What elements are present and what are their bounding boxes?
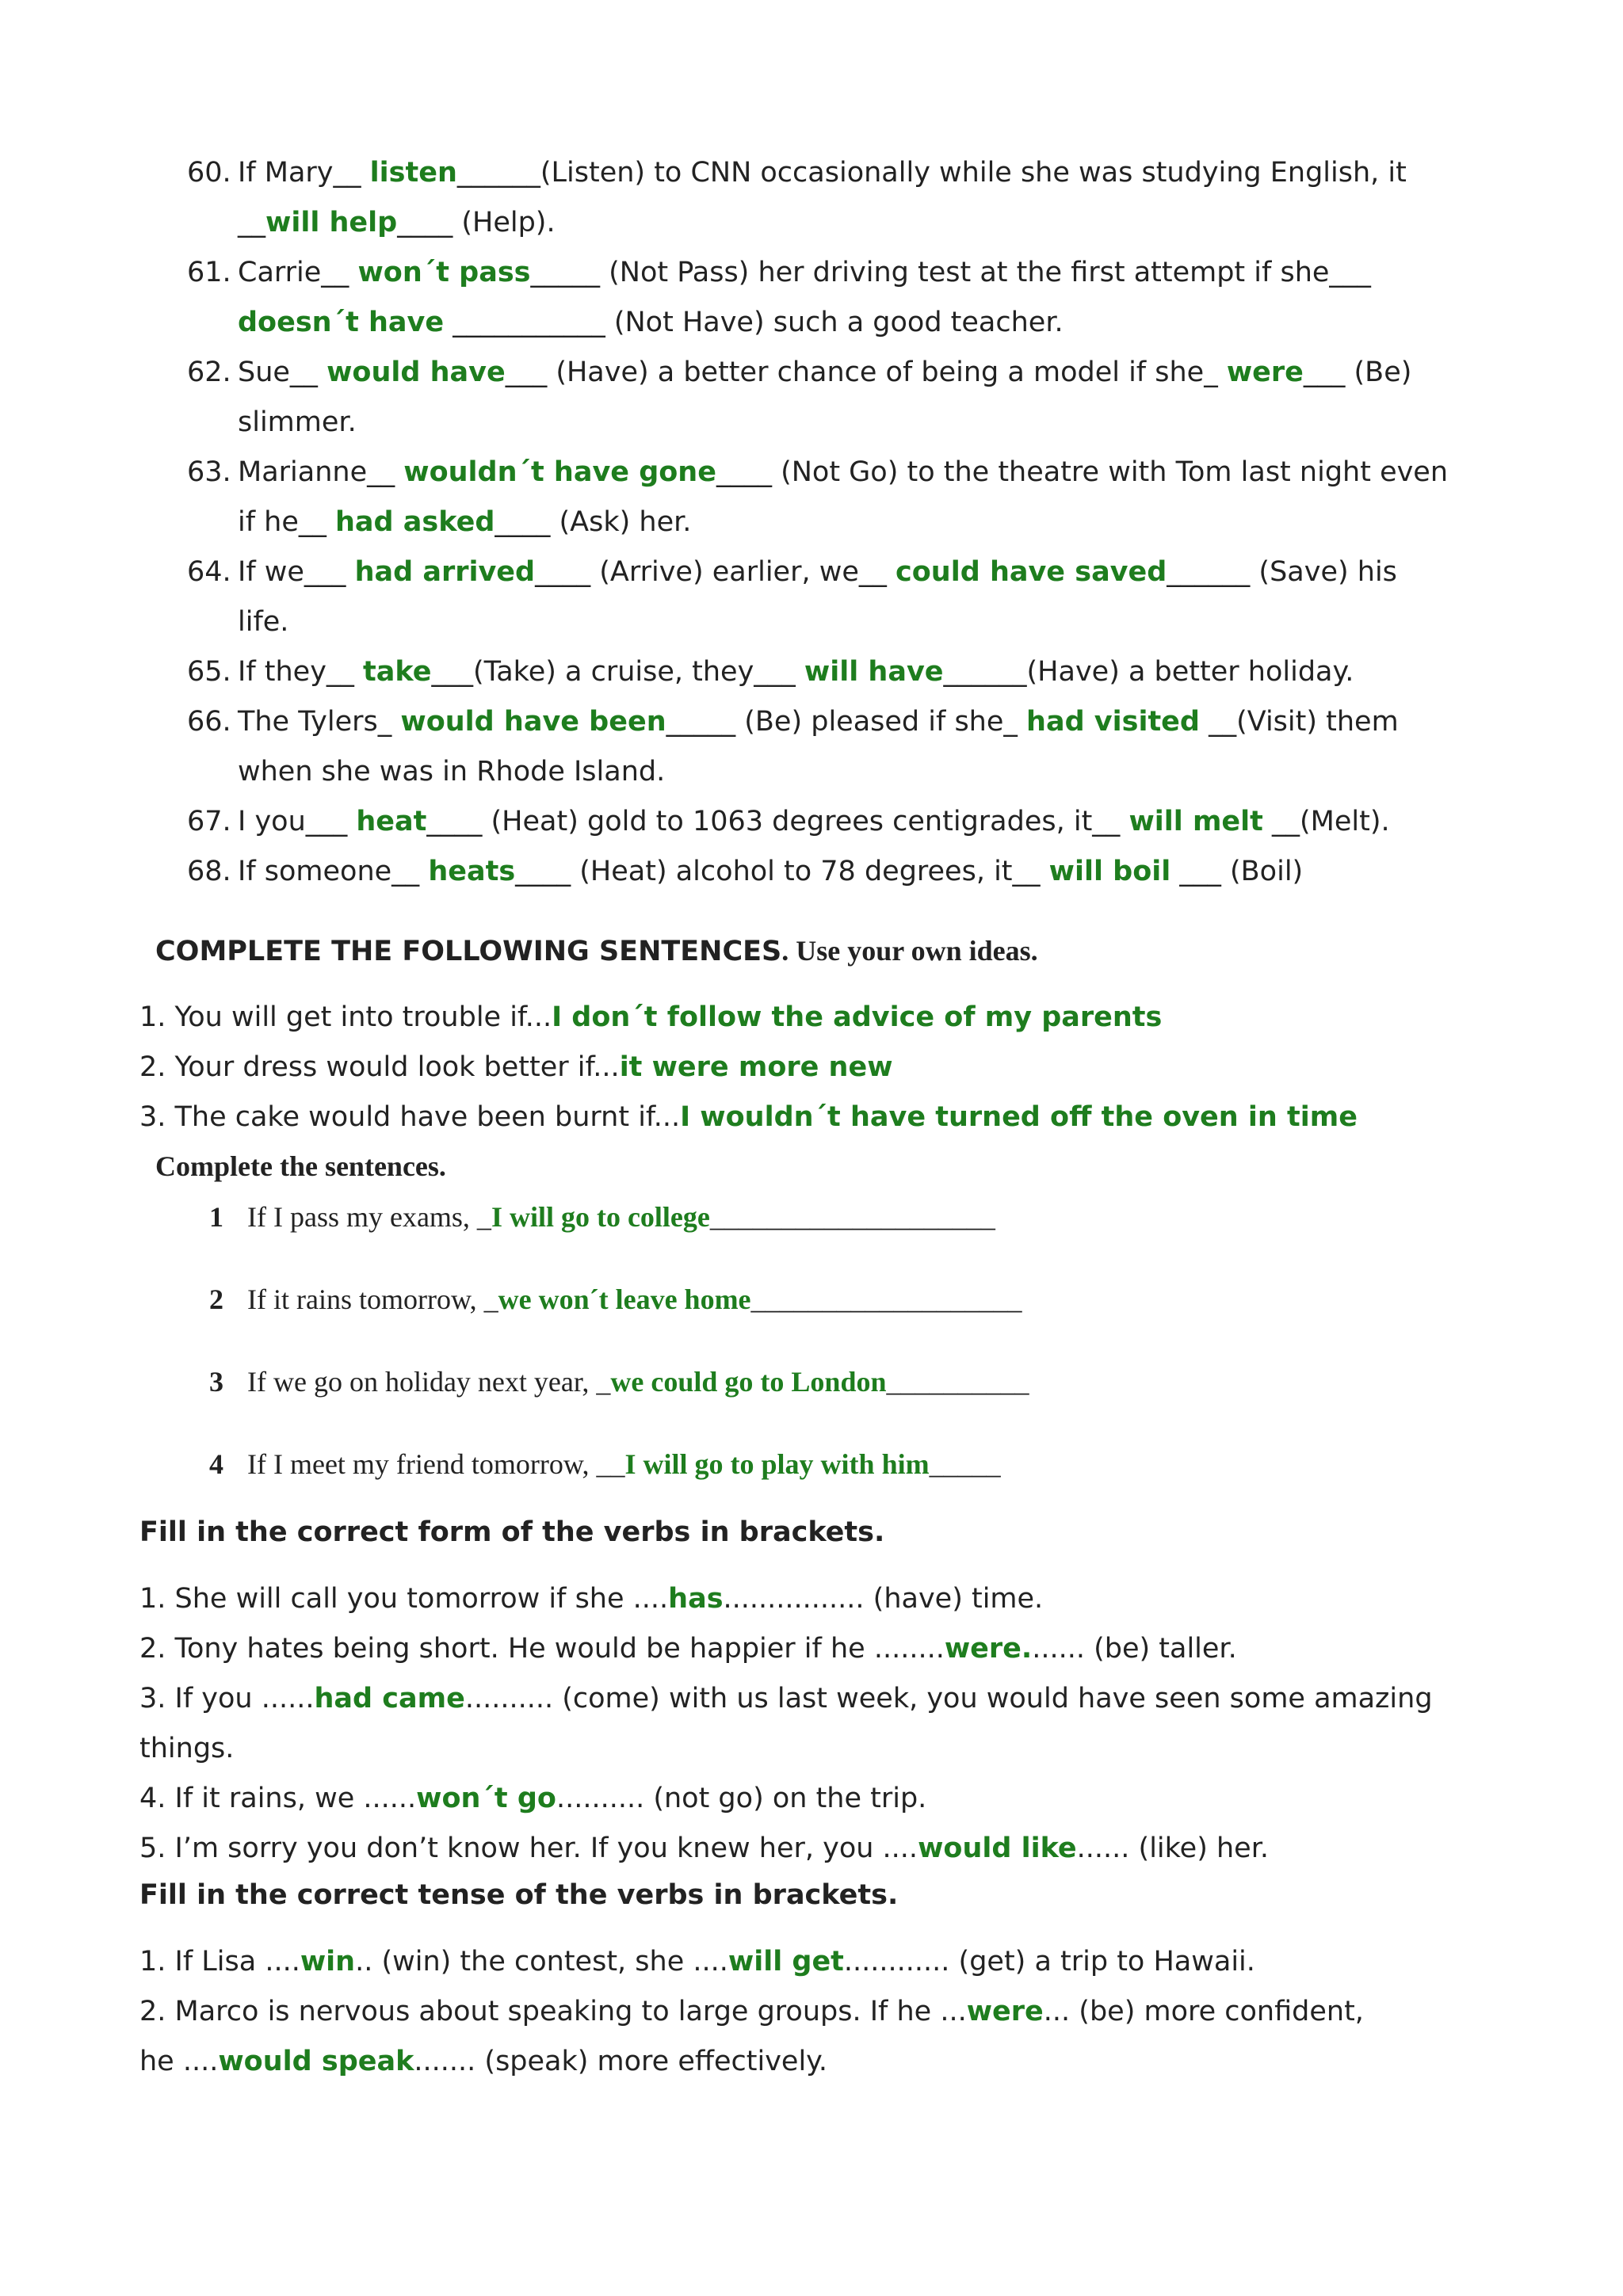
text-segment: ____ (Heat) alcohol to 78 degrees, it__ [515, 856, 1049, 887]
sentence-number: 1 [209, 1201, 223, 1233]
text-segment: __ [238, 207, 265, 238]
text-segment: 5. I’m sorry you don’t know her. If you knew her, you .... [139, 1833, 918, 1864]
text-segment: If they__ [238, 656, 364, 688]
answer-text: had asked [335, 506, 495, 538]
text-segment: ____ (Help). [397, 207, 556, 238]
text-segment: when she was in Rhode Island. [238, 756, 666, 788]
text-segment: Sue__ [238, 357, 327, 388]
exercise-line [238, 605, 288, 639]
sentence-number: 3 [209, 1366, 223, 1398]
exercise-line [238, 804, 1390, 839]
text-segment: he .... [139, 2046, 219, 2077]
complete-item [139, 1100, 1358, 1135]
complete-item [139, 1050, 893, 1085]
answer-text: I don´t follow the advice of my parents [552, 1001, 1163, 1033]
text-segment: 1. If Lisa .... [139, 1946, 300, 1978]
text-segment: ___ (Be) [1303, 357, 1412, 388]
text-segment: If I meet my friend tomorrow, __ [247, 1448, 625, 1480]
answer-text: would have [327, 357, 506, 388]
answer-text: were [966, 1996, 1044, 2027]
exercise-number: 63. [187, 456, 231, 488]
text-segment: ___ (Have) a better chance of being a model if she_ [505, 357, 1227, 388]
fill-tense-line [139, 1994, 1364, 2029]
answer-text: will help [265, 207, 398, 238]
exercise-line [238, 654, 1354, 689]
exercise-line [238, 754, 665, 789]
section-heading [155, 933, 1038, 974]
text-segment: ....... (speak) more effectively. [414, 2046, 828, 2077]
text-segment: ____ (Arrive) earlier, we__ [535, 556, 896, 588]
answer-text: heat [356, 806, 427, 837]
answer-text: were. [944, 1633, 1033, 1665]
sentence-line [247, 1282, 1022, 1317]
text-segment: .......... (come) with us last week, you would have seen some amazing [464, 1683, 1433, 1714]
exercise-line [238, 455, 1448, 490]
exercise-line [238, 205, 556, 240]
answer-text: had arrived [354, 556, 536, 588]
fill-form-line [139, 1681, 1433, 1716]
answer-text: we could go to London [610, 1366, 887, 1398]
text-segment: __(Melt). [1262, 806, 1390, 837]
text-segment: Carrie__ [238, 257, 358, 288]
text-segment: slimmer. [238, 406, 357, 438]
answer-text: take [363, 656, 432, 688]
answer-text: won´t pass [357, 257, 531, 288]
answer-text: had visited [1026, 706, 1200, 738]
text-segment: .......... (not go) on the trip. [556, 1783, 927, 1814]
exercise-line [238, 155, 1407, 190]
exercise-line [238, 505, 691, 540]
text-segment: if he__ [238, 506, 336, 538]
answer-text: we won´t leave home [498, 1283, 751, 1315]
text-segment: If I pass my exams, _ [247, 1201, 491, 1233]
fill-tense-line [139, 1944, 1255, 1979]
text-segment: ____ (Ask) her. [495, 506, 692, 538]
text-segment: ______(Listen) to CNN occasionally while she was studying English, it [456, 157, 1407, 189]
sentence-line [247, 1199, 995, 1234]
text-segment: life. [238, 606, 289, 638]
section-heading-bold: COMPLETE THE FOLLOWING SENTENCES [155, 936, 782, 967]
exercise-number: 61. [187, 257, 231, 288]
text-segment: 4. If it rains, we ...... [139, 1783, 417, 1814]
answer-text: will boil [1048, 856, 1171, 887]
answer-text: doesn´t have [238, 307, 445, 338]
section-heading-rest: . Use your own ideas. [781, 935, 1038, 967]
answer-text: would like [918, 1833, 1077, 1864]
fill-form-line [139, 1631, 1237, 1666]
text-segment: If we go on holiday next year, _ [247, 1366, 611, 1398]
exercise-number: 67. [187, 806, 231, 837]
text-segment: If someone__ [238, 856, 429, 887]
answer-text: will have [804, 656, 944, 688]
text-segment: _____ (Not Pass) her driving test at the first attempt if she___ [530, 257, 1371, 288]
exercise-line [238, 704, 1399, 739]
sentence-number: 4 [209, 1448, 223, 1480]
answer-text: wouldn´t have gone [403, 456, 716, 488]
answer-text: win [300, 1946, 356, 1978]
answer-text: listen [369, 157, 457, 189]
text-segment: __(Visit) them [1199, 706, 1399, 738]
answer-text: will melt [1128, 806, 1263, 837]
answer-text: it were more new [619, 1051, 893, 1083]
answer-text: won´t go [416, 1783, 556, 1814]
text-segment: ... (be) more confident, [1043, 1996, 1364, 2027]
fill-form-line [139, 1581, 1043, 1616]
fill-form-line [139, 1831, 1269, 1866]
text-segment: ................ (have) time. [723, 1583, 1044, 1615]
section-heading: Complete the sentences. [155, 1150, 446, 1182]
text-segment: 3. If you ...... [139, 1683, 315, 1714]
text-segment: 3. The cake would have been burnt if... [139, 1101, 681, 1133]
text-segment: ...... (like) her. [1076, 1833, 1270, 1864]
exercise-number: 66. [187, 706, 231, 738]
exercise-line [238, 255, 1371, 290]
text-segment: ____ (Heat) gold to 1063 degrees centigrades, it__ [426, 806, 1129, 837]
text-segment: _____ [929, 1448, 1001, 1480]
text-segment: ____________________ [709, 1201, 995, 1233]
exercise-number: 64. [187, 556, 231, 588]
answer-text: I will go to college [491, 1201, 710, 1233]
text-segment: ............ (get) a trip to Hawaii. [843, 1946, 1255, 1978]
answer-text: could have saved [896, 556, 1167, 588]
exercise-line [238, 405, 357, 440]
exercise-line [238, 854, 1303, 889]
section-heading: Fill in the correct form of the verbs in brackets. [139, 1516, 885, 1548]
exercise-line [238, 305, 1064, 340]
exercise-number: 65. [187, 656, 231, 688]
answer-text: were [1226, 357, 1304, 388]
fill-tense-line [139, 2044, 827, 2079]
complete-item [139, 1000, 1162, 1035]
text-segment: ______(Have) a better holiday. [943, 656, 1354, 688]
exercise-number: 68. [187, 856, 231, 887]
text-segment: ___(Take) a cruise, they___ [431, 656, 804, 688]
answer-text: I will go to play with him [624, 1448, 930, 1480]
text-segment: I you___ [238, 806, 357, 837]
text-segment: _____ (Be) pleased if she_ [666, 706, 1027, 738]
text-segment: 2. Your dress would look better if... [139, 1051, 620, 1083]
answer-text: would have been [400, 706, 666, 738]
text-segment: ____ (Not Go) to the theatre with Tom last night even [716, 456, 1449, 488]
answer-text: would speak [218, 2046, 414, 2077]
answer-text: I wouldn´t have turned off the oven in time [680, 1101, 1358, 1133]
text-segment: 1. She will call you tomorrow if she .... [139, 1583, 669, 1615]
exercise-line [238, 355, 1411, 390]
sentence-line [247, 1447, 1001, 1482]
text-segment: 2. Tony hates being short. He would be happier if he ........ [139, 1633, 945, 1665]
text-segment: ...... (be) taller. [1032, 1633, 1237, 1665]
answer-text: heats [428, 856, 516, 887]
fill-form-line [139, 1781, 926, 1816]
text-segment: 2. Marco is nervous about speaking to large groups. If he ... [139, 1996, 967, 2027]
text-segment: If it rains tomorrow, _ [247, 1283, 498, 1315]
section-heading: Fill in the correct tense of the verbs in brackets. [139, 1879, 899, 1911]
answer-text: had came [314, 1683, 465, 1714]
text-segment: .. (win) the contest, she .... [355, 1946, 728, 1978]
text-segment: Marianne__ [238, 456, 404, 488]
text-segment: things. [139, 1733, 235, 1764]
sentence-number: 2 [209, 1283, 223, 1315]
sentence-line [247, 1364, 1029, 1399]
text-segment: If Mary__ [238, 157, 370, 189]
exercise-number: 60. [187, 157, 231, 189]
text-segment: The Tylers_ [238, 706, 401, 738]
answer-text: has [668, 1583, 724, 1615]
exercise-line [238, 555, 1397, 589]
answer-text: will get [727, 1946, 844, 1978]
text-segment: ___________________ [750, 1283, 1022, 1315]
fill-form-line [139, 1731, 234, 1766]
text-segment: If we___ [238, 556, 355, 588]
exercise-number: 62. [187, 357, 231, 388]
text-segment: ___________ (Not Have) such a good teacher. [444, 307, 1064, 338]
text-segment: ______ (Save) his [1167, 556, 1397, 588]
text-segment: 1. You will get into trouble if... [139, 1001, 552, 1033]
text-segment: __________ [886, 1366, 1029, 1398]
text-segment: ___ (Boil) [1170, 856, 1304, 887]
